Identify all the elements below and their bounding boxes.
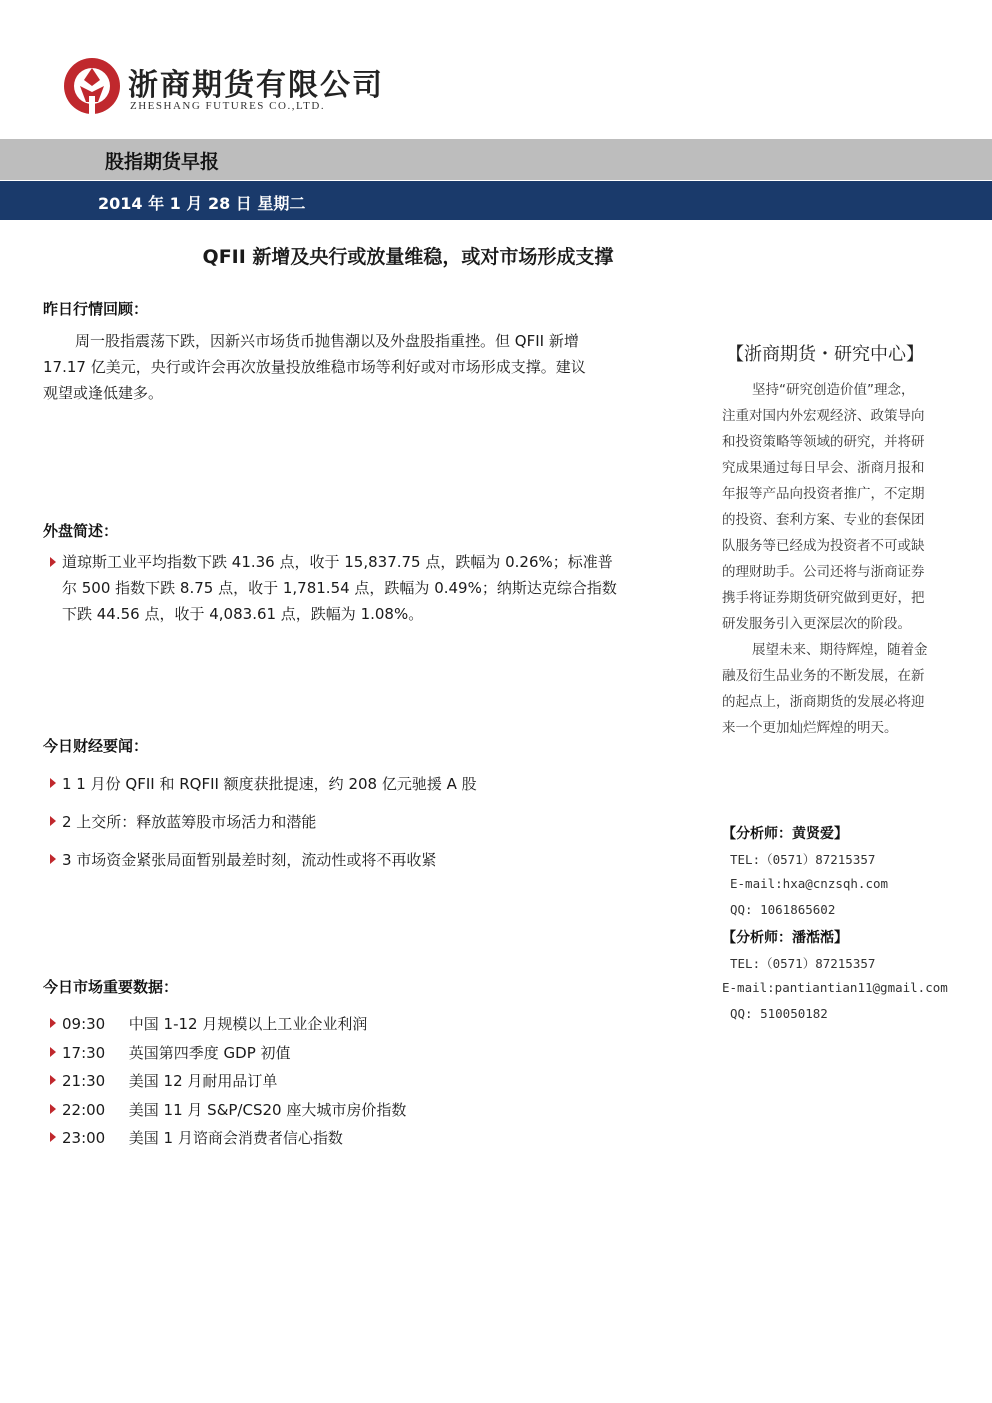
bullet-arrow-icon <box>50 557 56 567</box>
event-name: 美国 11 月 S&P/CS20 座大城市房价指数 <box>128 1100 407 1119</box>
list-item <box>48 1013 406 1042</box>
list-item: 1 1 月份 QFII 和 RQFII 额度获批提速，约 208 亿元驰援 A 股 <box>48 773 477 811</box>
event-name: 英国第四季度 GDP 初值 <box>128 1043 291 1062</box>
overseas-line: 尔 500 指数下跌 8.75 点，收于 1,781.54 点，跌幅为 0.49%；纳斯达克综合指数 <box>62 579 617 597</box>
event-time: 17:30 <box>62 1043 106 1062</box>
sidebar-line: 年报等产品向投资者推广，不定期 <box>722 486 925 502</box>
sidebar-line: 究成果通过每日早会、浙商月报和 <box>722 460 925 476</box>
event-name: 中国 1-12 月规模以上工业企业利润 <box>128 1015 368 1033</box>
report-type: 股指期货早报 <box>105 151 220 173</box>
analyst-email[interactable]: E-mail:hxa@cnzsqh.com <box>730 876 889 891</box>
list-item <box>48 1099 406 1128</box>
event-name: 美国 1 月谘商会消费者信心指数 <box>128 1129 343 1147</box>
event-time: 09:30 <box>62 1015 106 1033</box>
event-time: 21:30 <box>62 1072 106 1090</box>
sidebar-line: 展望未来、期待辉煌，随着金 <box>752 642 928 658</box>
sidebar-title: 【浙商期货・研究中心】 <box>726 344 924 365</box>
review-line: 观望或逢低建多。 <box>43 384 164 402</box>
overseas-line: 下跌 44.56 点，收于 4,083.61 点，跌幅为 1.08%。 <box>62 605 424 623</box>
analyst-tel: TEL:（0571）87215357 <box>730 956 876 971</box>
analyst-name: 【分析师：黄贤爱】 <box>722 826 848 842</box>
sidebar-line: 携手将证券期货研究做到更好，把 <box>722 590 925 606</box>
date-band <box>0 181 992 220</box>
analyst-qq: QQ: 510050182 <box>730 1006 828 1021</box>
bullet-arrow-icon <box>50 1132 56 1142</box>
review-title: 昨日行情回顾： <box>43 300 149 318</box>
bullet-arrow-icon <box>50 1075 56 1085</box>
sidebar-line: 坚持“研究创造价值”理念， <box>752 382 915 398</box>
analyst-tel: TEL:（0571）87215357 <box>730 852 876 867</box>
analyst-qq: QQ: 1061865602 <box>730 902 836 917</box>
analyst-email[interactable]: E-mail:pantiantian11@gmail.com <box>722 980 948 995</box>
bullet-arrow-icon <box>50 1018 56 1028</box>
sidebar-intro <box>722 377 958 741</box>
report-date: 2014 年 1 月 28 日 星期二 <box>98 194 306 213</box>
sidebar-line: 注重对国内外宏观经济、政策导向 <box>722 408 925 424</box>
sidebar-line: 来一个更加灿烂辉煌的明天。 <box>722 720 898 736</box>
sidebar-line: 融及衍生品业务的不断发展，在新 <box>722 668 925 684</box>
company-logo-icon <box>62 56 122 116</box>
list-item: 3 市场资金紧张局面暂别最差时刻，流动性或将不再收紧 <box>48 849 477 887</box>
event-time: 23:00 <box>62 1129 106 1147</box>
review-line: 17.17 亿美元，央行或许会再次放量投放维稳市场等利好或对市场形成支撑。建议 <box>43 358 586 376</box>
sidebar-line: 的起点上，浙商期货的发展必将迎 <box>722 694 925 710</box>
list-item <box>48 1070 406 1099</box>
sidebar-line: 研发服务引入更深层次的阶段。 <box>722 616 911 632</box>
overseas-line: 道琼斯工业平均指数下跌 41.36 点，收于 15,837.75 点，跌幅为 0.26%；标准普 <box>62 553 613 571</box>
review-line: 周一股指震荡下跌，因新兴市场货币抛售潮以及外盘股指重挫。但 QFII 新增 <box>75 332 579 350</box>
bullet-arrow-icon <box>50 778 56 788</box>
review-paragraph <box>43 328 683 406</box>
list-item: 2 上交所：释放蓝筹股市场活力和潜能 <box>48 811 477 849</box>
company-name-cn: 浙商期货有限公司 <box>128 68 384 103</box>
overseas-paragraph <box>48 549 688 627</box>
bullet-arrow-icon <box>50 854 56 864</box>
market-data-title: 今日市场重要数据： <box>43 978 179 996</box>
company-name-en: ZHESHANG FUTURES CO.,LTD. <box>130 100 326 112</box>
event-time: 22:00 <box>62 1100 106 1119</box>
sidebar-line: 队服务等已经成为投资者不可或缺 <box>722 538 925 554</box>
bullet-arrow-icon <box>50 1104 56 1114</box>
market-data-list <box>48 1013 406 1156</box>
bullet-arrow-icon <box>50 1047 56 1057</box>
bullet-arrow-icon <box>50 816 56 826</box>
sidebar-line: 的投资、套利方案、专业的套保团 <box>722 512 925 528</box>
sidebar-line: 和投资策略等领域的研究，并将研 <box>722 434 925 450</box>
event-name: 美国 12 月耐用品订单 <box>128 1072 278 1090</box>
analyst-name: 【分析师：潘湉湉】 <box>722 930 848 946</box>
headline: QFII 新增及央行或放量维稳，或对市场形成支撑 <box>202 246 614 268</box>
news-title: 今日财经要闻： <box>43 737 149 755</box>
sidebar-line: 的理财助手。公司还将与浙商证券 <box>722 564 925 580</box>
list-item <box>48 1127 406 1156</box>
list-item <box>48 1042 406 1071</box>
report-type-band <box>0 139 992 180</box>
overseas-title: 外盘简述： <box>43 522 119 540</box>
news-list <box>48 773 477 887</box>
